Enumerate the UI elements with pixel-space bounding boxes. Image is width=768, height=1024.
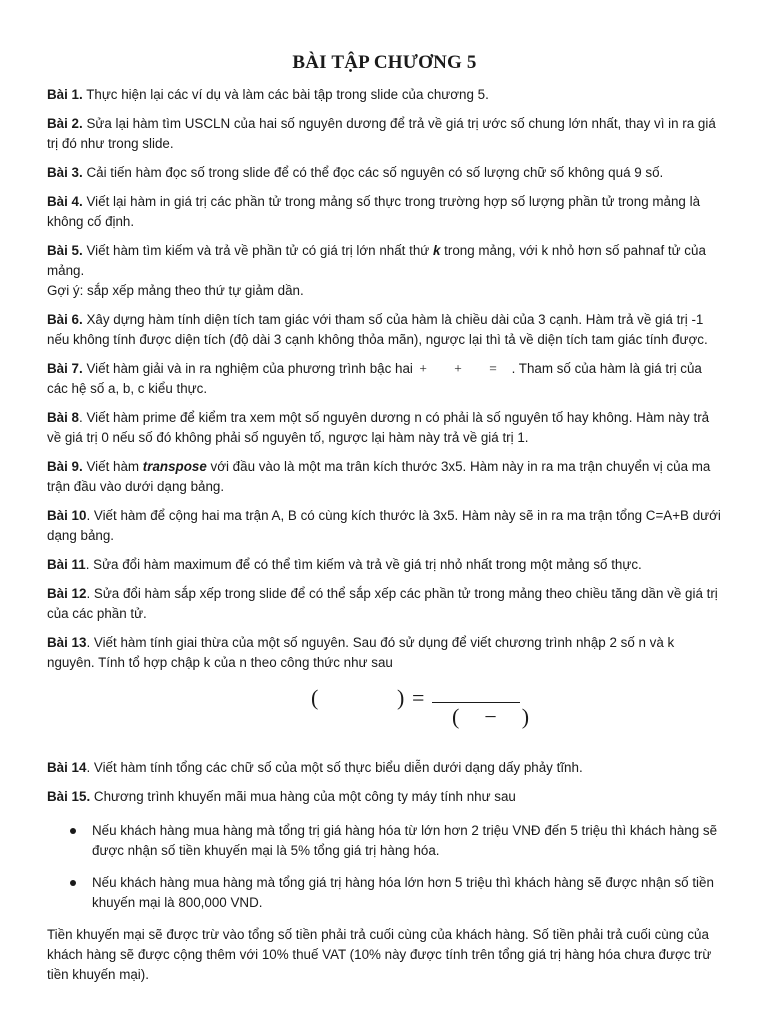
exercise-4 bbox=[47, 192, 722, 232]
exercise-text: . Sửa đổi hàm maximum để có thể tìm kiếm và trả về giá trị nhỏ nhất trong một mảng số thực. bbox=[85, 557, 642, 572]
document-title: BÀI TẬP CHƯƠNG 5 bbox=[292, 52, 477, 73]
exercise-number: Bài 1. bbox=[47, 87, 83, 102]
exercise-text: Sửa lại hàm tìm USCLN của hai số nguyên dương để trả về giá trị ước số chung lớn nhất, thay vì in ra giá trị đó như trong slide. bbox=[47, 116, 716, 151]
formula-right-paren: ) bbox=[397, 685, 405, 710]
formula-denominator bbox=[452, 704, 529, 730]
exercise-text: Viết hàm bbox=[82, 459, 143, 474]
promotion-rules-list bbox=[47, 821, 722, 913]
exercise-2 bbox=[47, 114, 722, 154]
exercise-text: Viết lại hàm in giá trị các phần tử trong mảng số thực trong trường hợp số lượng phần tử trong mảng là không cố định. bbox=[47, 194, 701, 229]
exercise-number: Bài 6. bbox=[47, 312, 83, 327]
exercise-14 bbox=[47, 758, 722, 778]
fraction-bar bbox=[432, 702, 520, 703]
exercise-number: Bài 12 bbox=[47, 586, 87, 601]
exercise-number: Bài 5. bbox=[47, 243, 83, 258]
exercise-number: Bài 13 bbox=[47, 635, 87, 650]
exercise-text: . Viết hàm để cộng hai ma trận A, B có cùng kích thước là 3x5. Hàm này sẽ in ra ma trận tổng C=A+B dưới dạng bảng. bbox=[47, 508, 721, 543]
exercise-9 bbox=[47, 457, 722, 497]
exercise-text: Chương trình khuyến mãi mua hàng của một công ty máy tính như sau bbox=[90, 789, 516, 804]
exercise-emphasis: k bbox=[432, 243, 441, 258]
exercise-number: Bài 15. bbox=[47, 789, 91, 804]
formula-equals: = bbox=[412, 685, 425, 710]
list-item bbox=[47, 873, 722, 913]
combination-formula bbox=[47, 682, 722, 742]
formula-left-paren: ( bbox=[311, 685, 319, 710]
exercise-text: Thực hiện lại các ví dụ và làm các bài tập trong slide của chương 5. bbox=[82, 87, 489, 102]
denominator-right-paren: ) bbox=[521, 704, 530, 729]
exercise-number: Bài 10 bbox=[47, 508, 87, 523]
exercise-text: Cải tiến hàm đọc số trong slide để có thể đọc các số nguyên có số lượng chữ số không quá 9 số. bbox=[82, 165, 664, 180]
exercise-10 bbox=[47, 506, 722, 546]
exercise-number: Bài 4. bbox=[47, 194, 83, 209]
quadratic-equation: + + = bbox=[419, 361, 509, 376]
exercise-text: . Sửa đổi hàm sắp xếp trong slide để có thể sắp xếp các phần tử trong mảng theo chiều tăng dần về giá trị của các phần tử. bbox=[47, 586, 718, 621]
exercise-5 bbox=[47, 241, 722, 301]
bullet-icon bbox=[70, 880, 76, 886]
exercise-text: Xây dựng hàm tính diện tích tam giác với tham số của hàm là chiều dài của 3 cạnh. Hàm trả về giá trị -1 nếu không tính được diện tích (độ dài 3 cạnh không thỏa mãn), ngược lại thì tả về diện tích tam giác tính được. bbox=[47, 312, 708, 347]
denominator-left-paren: ( bbox=[452, 704, 460, 729]
denominator-minus: − bbox=[484, 704, 497, 729]
exercise-hint: Gợi ý: sắp xếp mảng theo thứ tự giảm dần. bbox=[47, 283, 304, 298]
exercise-text: với đầu vào là một ma trân kích thước 3x5. Hàm này in ra ma trận chuyển vị của ma trận đầu vào dưới dạng bảng. bbox=[47, 459, 711, 494]
exercise-number: Bài 9. bbox=[47, 459, 83, 474]
exercise-12 bbox=[47, 584, 722, 624]
exercise-text: . Viết hàm tính giai thừa của một số nguyên. Sau đó sử dụng để viết chương trình nhập 2 số n và k nguyên. Tính tổ hợp chập k của n theo công thức như sau bbox=[47, 635, 675, 670]
exercise-text: . Viết hàm prime để kiểm tra xem một số nguyên dương n có phải là số nguyên tố hay không. Hàm này trả về giá trị 0 nếu số đó không phải số nguyên tố, ngược lại hàm này trả về giá trị 1. bbox=[47, 410, 710, 445]
exercise-number: Bài 7. bbox=[47, 361, 83, 376]
exercise-text: Viết hàm giải và in ra nghiệm của phương trình bậc hai bbox=[82, 361, 417, 376]
exercise-1 bbox=[47, 85, 722, 105]
exercise-8 bbox=[47, 408, 722, 448]
list-item-text: Nếu khách hàng mua hàng mà tổng trị giá hàng hóa từ lớn hơn 2 triệu VNĐ đến 5 triệu thì khách hàng sẽ được nhận số tiền khuyến mại là 5% tổng giá trị hàng hóa. bbox=[92, 823, 718, 858]
exercise-emphasis: transpose bbox=[142, 459, 207, 474]
exercise-number: Bài 8 bbox=[47, 410, 80, 425]
exercise-text: . Viết hàm tính tổng các chữ số của một số thực biểu diễn dưới dạng dấy phảy tĩnh. bbox=[86, 760, 583, 775]
exercise-number: Bài 14 bbox=[47, 760, 87, 775]
bullet-icon bbox=[70, 828, 76, 834]
exercise-number: Bài 2. bbox=[47, 116, 83, 131]
exercise-13 bbox=[47, 633, 722, 673]
exercise-number: Bài 11 bbox=[47, 557, 86, 572]
list-item-text: Nếu khách hàng mua hàng mà tổng giá trị hàng hóa lớn hơn 5 triệu thì khách hàng sẽ được nhận số tiền khuyến mại là 800,000 VND. bbox=[92, 875, 714, 910]
exercise-11 bbox=[47, 555, 722, 575]
exercise-6 bbox=[47, 310, 722, 350]
exercise-text: Viết hàm tìm kiếm và trả về phần tử có giá trị lớn nhất thứ bbox=[82, 243, 433, 258]
exercise-7 bbox=[47, 359, 722, 399]
exercise-text: trong mảng, với k nhỏ hơn số pahnaf tử của mảng. bbox=[47, 243, 706, 278]
list-item bbox=[47, 821, 722, 861]
exercise-15 bbox=[47, 787, 722, 807]
exercise-text: . Tham số của hàm là giá trị của các hệ số a, b, c kiểu thực. bbox=[47, 361, 702, 396]
exercise-number: Bài 3. bbox=[47, 165, 83, 180]
exercise-3 bbox=[47, 163, 722, 183]
closing-paragraph: Tiền khuyến mại sẽ được trừ vào tổng số tiền phải trả cuối cùng của khách hàng. Số tiền phải trả cuối cùng của khách hàng sẽ được cộng thêm với 10% thuế VAT (10% này được tính trên tổng giá trị hàng hóa chưa được trừ tiền khuyến mại). bbox=[47, 927, 712, 982]
